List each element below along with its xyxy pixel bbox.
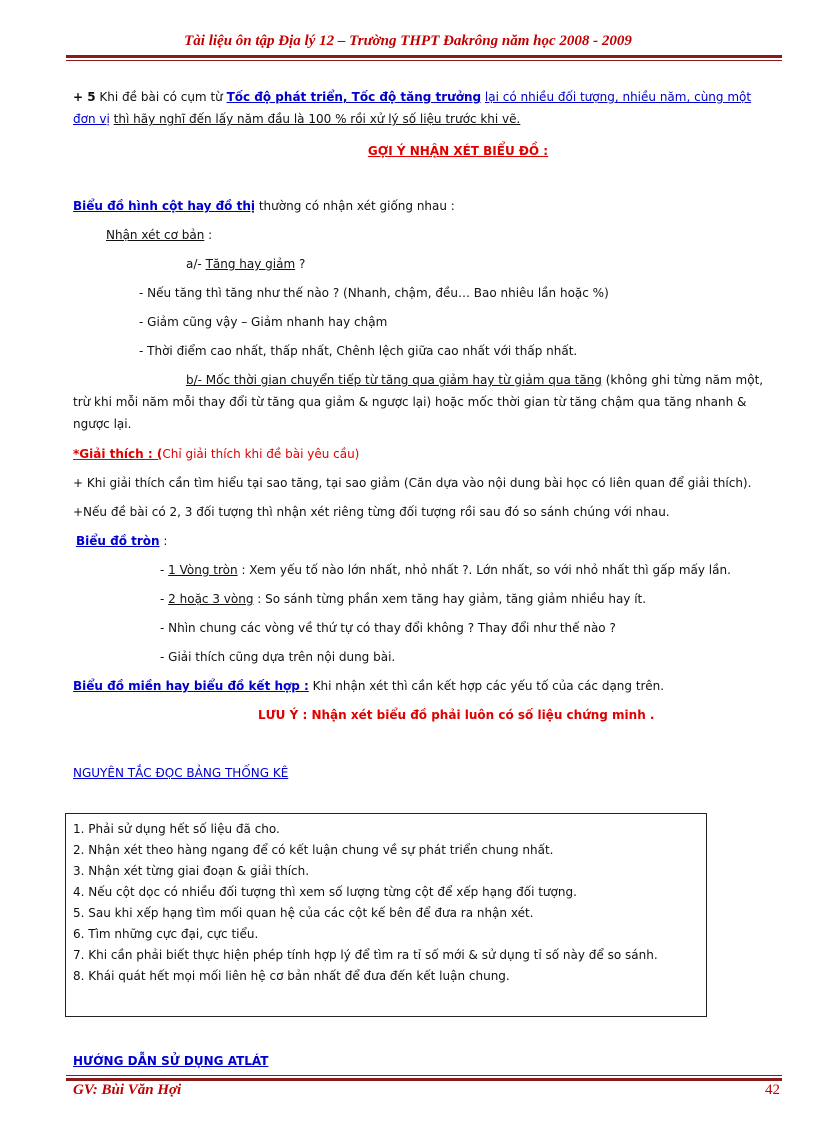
bullet-item: - Nếu tăng thì tăng như thế nào ? (Nhanh, chậm, đều… Bao nhiêu lần hoặc %) [139, 286, 609, 300]
nguyen-tac-item: 4. Nếu cột dọc có nhiều đối tượng thì xem số lượng từng cột để xếp hạng đối tượng. [73, 885, 577, 899]
nguyen-tac-item: 2. Nhận xét theo hàng ngang để có kết luận chung về sự phát triển chung nhất. [73, 843, 554, 857]
nguyen-tac-box [65, 813, 707, 1017]
nguyen-tac-item: 3. Nhận xét từng giai đoạn & giải thích. [73, 864, 310, 878]
giai-thich-line1: + Khi giải thích cần tìm hiểu tại sao tăng, tại sao giảm (Căn dựa vào nội dung bài học có liên quan để giải thích). [73, 476, 752, 490]
giai-thich-heading-line [73, 445, 359, 463]
cot-do-thi-heading-rest: thường có nhận xét giống nhau : [258, 199, 455, 213]
paragraph-5-text2-line1: lại có nhiều đối tượng, nhiều năm, cùng một [484, 90, 752, 104]
nguyen-tac-heading: NGUYÊN TẮC ĐỌC BẢNG THỐNG KÊ [73, 766, 289, 780]
luu-y-note: LƯU Ý : Nhận xét biểu đồ phải luôn có số liệu chứng minh . [258, 708, 655, 722]
tron-item [160, 590, 646, 608]
cot-do-thi-heading-line [73, 197, 455, 215]
nguyen-tac-item: 7. Khi cần phải biết thực hiện phép tính hợp lý để tìm ra tỉ số mới & sử dụng tỉ số này để so sánh. [73, 948, 658, 962]
tron-item-label: 1 Vòng tròn [168, 563, 238, 577]
footer-page-number: 42 [765, 1082, 780, 1098]
bieu-do-tron-heading-line [76, 532, 167, 550]
paragraph-5-text3: thì hãy nghĩ đến lấy năm đầu là 100 % rồi xử lý số liệu trước khi vẽ. [113, 112, 521, 126]
tron-item-text: : Xem yếu tố nào lớn nhất, nhỏ nhất ?. Lớn nhất, so với nhỏ nhất thì gấp mấy lần. [241, 563, 731, 577]
footer-rule-thick [66, 1078, 782, 1081]
giai-thich-heading-rest: Chỉ giải thích khi đề bài yêu cầu) [162, 447, 360, 461]
paragraph-5-prefix: + 5 [73, 90, 96, 104]
huong-dan-heading: HƯỚNG DẪN SỬ DỤNG ATLÁT [73, 1054, 269, 1068]
cot-do-thi-heading: Biểu đồ hình cột hay đồ thị [73, 199, 255, 213]
paragraph-5-text2-line2: đơn vị [73, 112, 110, 126]
item-a-line [186, 255, 305, 273]
nguyen-tac-item: 1. Phải sử dụng hết số liệu đã cho. [73, 822, 280, 836]
bullet-item: - Thời điểm cao nhất, thấp nhất, Chênh lệch giữa cao nhất với thấp nhất. [139, 344, 578, 358]
item-a-prefix: a/- [186, 257, 202, 271]
section-heading-goi-y: GỢI Ý NHẬN XÉT BIỂU ĐỒ : [367, 144, 549, 158]
mien-ket-hop-rest: Khi nhận xét thì cần kết hợp các yếu tố của các dạng trên. [312, 679, 665, 693]
paragraph-5-line2 [73, 110, 520, 128]
tron-item [160, 648, 395, 666]
tron-item-text: - Nhìn chung các vòng về thứ tự có thay đổi không ? Thay đổi như thế nào ? [160, 621, 616, 635]
nhan-xet-colon: : [208, 228, 213, 242]
item-b-rest: (không ghi từng năm một, [605, 373, 764, 387]
tron-item [160, 561, 731, 579]
nguyen-tac-item: 8. Khái quát hết mọi mối liên hệ cơ bản nhất để đưa đến kết luận chung. [73, 969, 510, 983]
bullet-item: - Giảm cũng vậy – Giảm nhanh hay chậm [139, 315, 388, 329]
item-b-label: b/- Mốc thời gian chuyển tiếp từ tăng qua giảm hay từ giảm qua tăng [186, 373, 602, 387]
footer-rule-thin [66, 1075, 782, 1076]
tron-item-text: - Giải thích cũng dựa trên nội dung bài. [160, 650, 396, 664]
item-a-label: Tăng hay giảm [205, 257, 296, 271]
tron-item-dash: - [160, 563, 165, 577]
paragraph-5-line1 [73, 88, 751, 106]
header-rule-thick [66, 55, 782, 58]
nguyen-tac-item: 6. Tìm những cực đại, cực tiểu. [73, 927, 259, 941]
nhan-xet-co-ban: Nhận xét cơ bản [106, 228, 205, 242]
tron-item-dash: - [160, 592, 165, 606]
bieu-do-tron-colon: : [163, 534, 168, 548]
bieu-do-tron-heading: Biểu đồ tròn [76, 534, 160, 548]
giai-thich-line2: +Nếu đề bài có 2, 3 đối tượng thì nhận xét riêng từng đối tượng rồi sau đó so sánh chúng với nhau. [73, 505, 670, 519]
item-b-line2: trừ khi mỗi năm mỗi thay đổi từ tăng qua giảm & ngược lại) hoặc mốc thời gian từ tăng chậm qua tăng nhanh & [73, 395, 747, 409]
giai-thich-heading: *Giải thích : ( [73, 447, 163, 461]
paragraph-5-text1: Khi đề bài có cụm từ [99, 90, 223, 104]
nguyen-tac-item: 5. Sau khi xếp hạng tìm mối quan hệ của các cột kế bên để đưa ra nhận xét. [73, 906, 534, 920]
footer-author: GV: Bùi Văn Hợi [73, 1082, 182, 1098]
tron-item [160, 619, 616, 637]
header-rule-thin [66, 60, 782, 61]
mien-ket-hop-line [73, 677, 664, 695]
item-b-line3: ngược lại. [73, 417, 132, 431]
nhan-xet-co-ban-line [106, 226, 212, 244]
page-header-title: Tài liệu ôn tập Địa lý 12 – Trường THPT Đakrông năm học 2008 - 2009 [184, 33, 632, 49]
item-a-suffix: ? [298, 257, 306, 271]
paragraph-5-highlight: Tốc độ phát triển, Tốc độ tăng trưởng [226, 90, 482, 104]
mien-ket-hop-heading: Biểu đồ miền hay biểu đồ kết hợp : [73, 679, 309, 693]
item-b-line1 [186, 371, 763, 389]
tron-item-text: : So sánh từng phần xem tăng hay giảm, tăng giảm nhiều hay ít. [257, 592, 647, 606]
tron-item-label: 2 hoặc 3 vòng [168, 592, 254, 606]
